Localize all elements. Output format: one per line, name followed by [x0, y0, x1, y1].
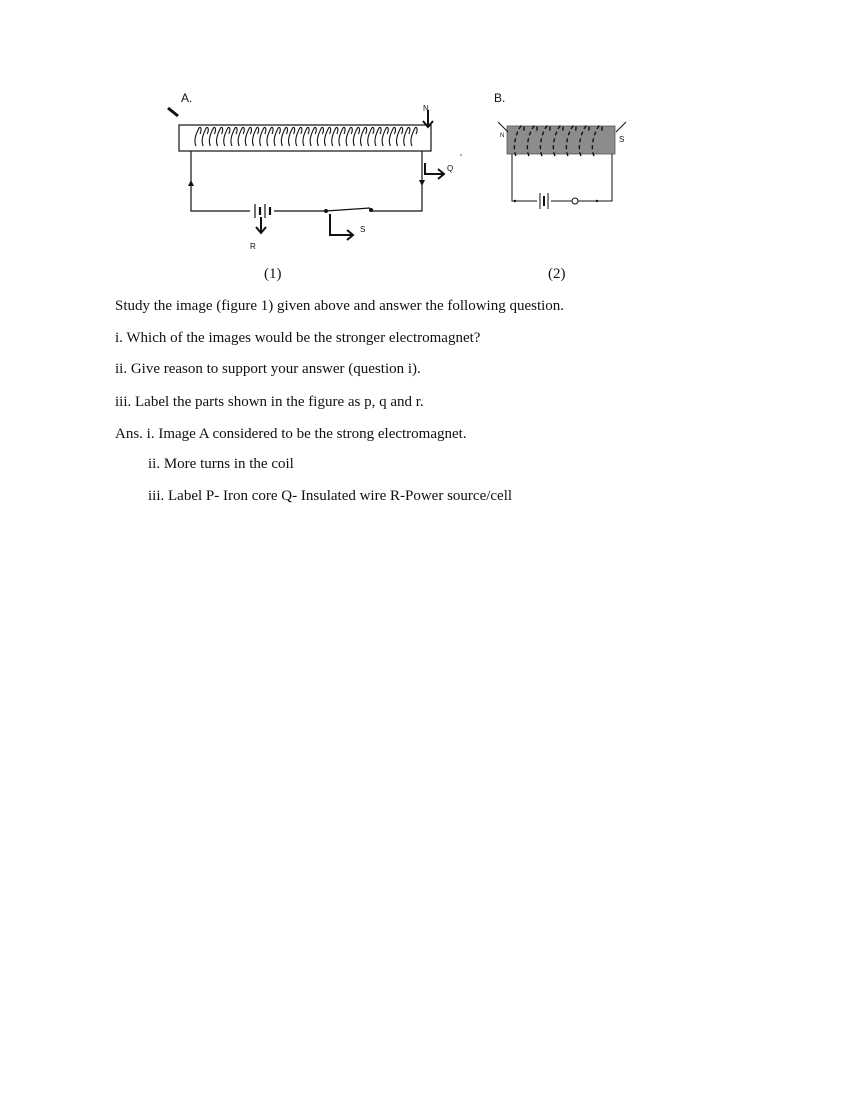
- key-b: [572, 198, 578, 204]
- label-q: Q: [447, 164, 454, 173]
- figure-a-label: A.: [181, 91, 193, 105]
- label-s: S: [360, 225, 366, 234]
- label-n-a: N: [423, 104, 429, 113]
- pole-n-b: N: [500, 133, 505, 139]
- label-r: R: [250, 242, 256, 251]
- caption-2: (2): [548, 266, 566, 282]
- figure-b-label: B.: [494, 91, 506, 105]
- figure-b-diagram: [0, 0, 850, 300]
- question-1: i. Which of the images would be the stronger electromagnet?: [115, 330, 481, 346]
- question-intro: Study the image (figure 1) given above and answer the following question.: [115, 298, 565, 314]
- answer-2: ii. More turns in the coil: [148, 456, 294, 472]
- pole-s-b: S: [619, 135, 625, 144]
- question-3: iii. Label the parts shown in the figure as p, q and r.: [115, 394, 424, 410]
- caption-1: (1): [264, 266, 282, 282]
- answer-1: Ans. i. Image A considered to be the strong electromagnet.: [115, 426, 467, 442]
- circuit-wire-b: [512, 154, 612, 201]
- question-2: ii. Give reason to support your answer (question i).: [115, 361, 421, 377]
- answer-3: iii. Label P- Iron core Q- Insulated wire R-Power source/cell: [148, 488, 513, 504]
